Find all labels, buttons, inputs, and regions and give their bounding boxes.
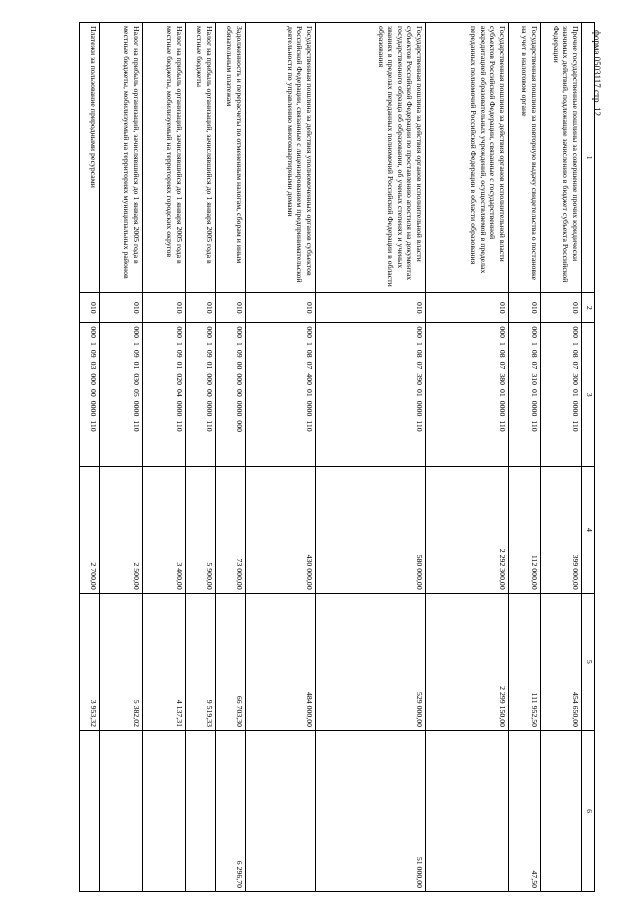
budget-classification-code: 000 1 08 07 380 01 0000 110 [426, 323, 509, 467]
revenue-name: Государственная пошлина за повторную выдачу свидетельства о постановке на учет в налоговом органе [509, 23, 541, 293]
executed-amount: 529 000,00 [316, 593, 426, 730]
form-header: форма 0503117 стр. 12 [592, 30, 602, 117]
line-code: 010 [100, 293, 143, 323]
rotated-page [73, 22, 595, 892]
approved-amount: 112 000,00 [509, 467, 541, 594]
column-header: 5 [582, 593, 595, 730]
approved-amount: 3 400,00 [143, 467, 186, 594]
executed-amount: 9 519,33 [186, 593, 216, 730]
column-header: 4 [582, 467, 595, 594]
table-row [509, 23, 541, 892]
budget-classification-code: 000 1 08 07 300 01 0000 110 [541, 323, 582, 467]
executed-amount: 66 703,30 [216, 593, 246, 730]
approved-amount: 2 292 300,00 [426, 467, 509, 594]
column-header: 6 [582, 731, 595, 892]
unexecuted-amount [426, 731, 509, 892]
column-number-row [582, 23, 595, 892]
table-row [541, 23, 582, 892]
revenue-name: Прочие государственные пошлины за совершение прочих юридически значимых действий, подлежащие зачислению в бюджет субъекта Российской Федерации [541, 23, 582, 293]
executed-amount: 454 650,00 [541, 593, 582, 730]
line-code: 010 [186, 293, 216, 323]
column-header: 3 [582, 323, 595, 467]
approved-amount: 580 000,00 [316, 467, 426, 594]
revenue-name: Государственная пошлина за действия органов исполнительной власти субъектов Российской Федерации, связанные с государственной аккредитацией образовательных учреждений, осуществляемой в пределах переданных полномочий Российской Федерации в области образования [426, 23, 509, 293]
unexecuted-amount [80, 731, 100, 892]
revenue-name: Налог на прибыль организаций, зачислявшийся до 1 января 2005 года в местные бюджеты, мобилизуемый на территориях муниципальных районов [100, 23, 143, 293]
line-code: 010 [246, 293, 316, 323]
unexecuted-amount: 6 296,70 [216, 731, 246, 892]
revenue-name: Налог на прибыль организаций, зачислявшийся до 1 января 2005 года в местные бюджеты [186, 23, 216, 293]
line-code: 010 [426, 293, 509, 323]
line-code: 010 [316, 293, 426, 323]
budget-classification-code: 000 1 08 07 400 01 0000 110 [246, 323, 316, 467]
column-header: 1 [582, 23, 595, 293]
unexecuted-amount [246, 731, 316, 892]
executed-amount: 2 299 150,00 [426, 593, 509, 730]
budget-classification-code: 000 1 09 01 030 05 0000 110 [100, 323, 143, 467]
approved-amount: 430 000,00 [246, 467, 316, 594]
approved-amount: 399 000,00 [541, 467, 582, 594]
unexecuted-amount [541, 731, 582, 892]
revenue-name: Задолженность и перерасчеты по отмененным налогам, сборам и иным обязательным платежам [216, 23, 246, 293]
executed-amount: 4 137,31 [143, 593, 186, 730]
line-code: 010 [80, 293, 100, 323]
approved-amount: 73 000,00 [216, 467, 246, 594]
table-row [80, 23, 100, 892]
revenue-name: Платежи за пользование природными ресурсами [80, 23, 100, 293]
budget-classification-code: 000 1 09 03 000 00 0000 110 [80, 323, 100, 467]
budget-classification-code: 000 1 08 07 310 01 0000 110 [509, 323, 541, 467]
budget-classification-code: 000 1 08 07 390 01 0000 110 [316, 323, 426, 467]
unexecuted-amount [143, 731, 186, 892]
executed-amount: 5 382,02 [100, 593, 143, 730]
unexecuted-amount [186, 731, 216, 892]
unexecuted-amount: 51 000,00 [316, 731, 426, 892]
revenue-table [79, 22, 595, 892]
table-row [246, 23, 316, 892]
table-row [143, 23, 186, 892]
unexecuted-amount: 47,50 [509, 731, 541, 892]
revenue-name: Государственная пошлина за действия органов исполнительной власти субъектов Российской Федерации по проставлению апостиля на документах государственного образца об образовании, об ученых степенях и ученых званиях в пределах переданных полномочий Российской Федерации в области образования [316, 23, 426, 293]
table-row [216, 23, 246, 892]
budget-classification-code: 000 1 09 01 000 00 0000 110 [186, 323, 216, 467]
approved-amount: 2 700,00 [80, 467, 100, 594]
budget-classification-code: 000 1 09 00 000 00 0000 000 [216, 323, 246, 467]
line-code: 010 [143, 293, 186, 323]
line-code: 010 [509, 293, 541, 323]
unexecuted-amount [100, 731, 143, 892]
line-code: 010 [541, 293, 582, 323]
budget-classification-code: 000 1 09 01 020 04 0000 110 [143, 323, 186, 467]
revenue-name: Государственная пошлина за действия уполномоченных органов субъектов Российской Федерации, связанные с лицензированием предпринимательской деятельности по управлению многоквартирными домами [246, 23, 316, 293]
executed-amount: 111 952,50 [509, 593, 541, 730]
table-row [316, 23, 426, 892]
line-code: 010 [216, 293, 246, 323]
executed-amount: 3 953,32 [80, 593, 100, 730]
table-row [426, 23, 509, 892]
approved-amount: 5 900,00 [186, 467, 216, 594]
column-header: 2 [582, 293, 595, 323]
table-row [100, 23, 143, 892]
revenue-name: Налог на прибыль организаций, зачислявшийся до 1 января 2005 года в местные бюджеты, мобилизуемый на территориях городских округов [143, 23, 186, 293]
approved-amount: 2 500,00 [100, 467, 143, 594]
table-row [186, 23, 216, 892]
executed-amount: 484 000,00 [246, 593, 316, 730]
